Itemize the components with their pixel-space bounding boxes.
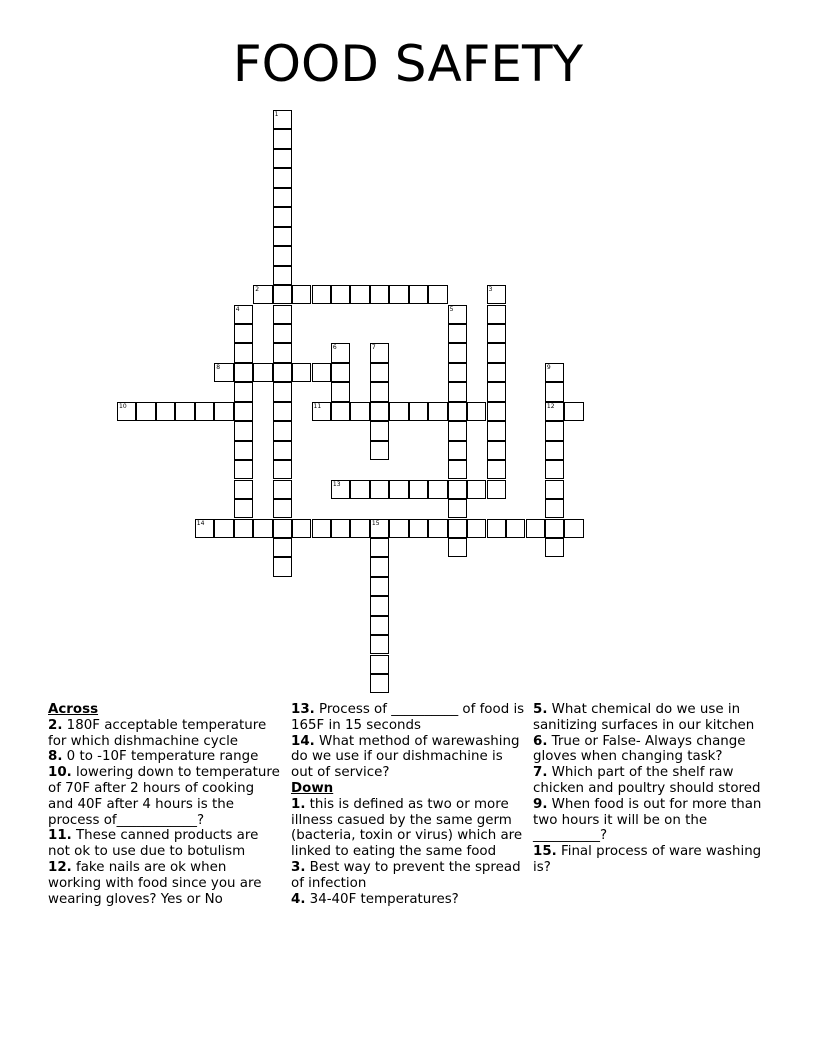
grid-cell[interactable] bbox=[545, 480, 564, 499]
clue-12-across: 12. fake nails are ok when working with food since you are wearing gloves? Yes or No bbox=[48, 859, 262, 907]
grid-cell[interactable] bbox=[370, 363, 389, 382]
grid-cell[interactable] bbox=[273, 285, 292, 304]
grid-cell[interactable] bbox=[234, 519, 253, 538]
grid-cell[interactable] bbox=[448, 402, 467, 421]
clue-15-down: 15. Final process of ware washing is? bbox=[533, 844, 762, 875]
grid-cell[interactable] bbox=[467, 480, 486, 499]
grid-cell[interactable] bbox=[370, 519, 389, 538]
grid-cell[interactable] bbox=[234, 402, 253, 421]
grid-cell[interactable] bbox=[448, 421, 467, 440]
grid-cell[interactable] bbox=[214, 363, 233, 382]
grid-cell[interactable] bbox=[312, 519, 331, 538]
grid-cell[interactable] bbox=[409, 519, 428, 538]
grid-cell[interactable] bbox=[370, 421, 389, 440]
cell-number: 15 bbox=[371, 519, 380, 527]
grid-cell[interactable] bbox=[545, 421, 564, 440]
grid-cell[interactable] bbox=[331, 343, 350, 362]
grid-cell[interactable] bbox=[234, 343, 253, 362]
cell-number: 12 bbox=[546, 402, 555, 410]
grid-cell[interactable] bbox=[292, 285, 311, 304]
grid-cell[interactable] bbox=[428, 519, 447, 538]
grid-cell[interactable] bbox=[331, 519, 350, 538]
grid-cell[interactable] bbox=[234, 324, 253, 343]
grid-cell[interactable] bbox=[409, 285, 428, 304]
grid-cell[interactable] bbox=[389, 519, 408, 538]
grid-cell[interactable] bbox=[273, 363, 292, 382]
grid-cell[interactable] bbox=[448, 343, 467, 362]
grid-cell[interactable] bbox=[370, 538, 389, 557]
grid-cell[interactable] bbox=[487, 285, 506, 304]
grid-cell[interactable] bbox=[273, 519, 292, 538]
grid-cell[interactable] bbox=[273, 227, 292, 246]
grid-cell[interactable] bbox=[234, 382, 253, 401]
grid-cell[interactable] bbox=[253, 363, 272, 382]
grid-cell[interactable] bbox=[487, 382, 506, 401]
grid-cell[interactable] bbox=[487, 305, 506, 324]
grid-cell[interactable] bbox=[273, 110, 292, 129]
grid-cell[interactable] bbox=[487, 480, 506, 499]
grid-cell[interactable] bbox=[195, 402, 214, 421]
grid-cell[interactable] bbox=[312, 402, 331, 421]
grid-cell[interactable] bbox=[292, 519, 311, 538]
grid-cell[interactable] bbox=[409, 480, 428, 499]
grid-cell[interactable] bbox=[292, 363, 311, 382]
grid-cell[interactable] bbox=[448, 538, 467, 557]
grid-cell[interactable] bbox=[273, 343, 292, 362]
clue-1-down: 1. this is defined as two or more illness casued by the same germ (bacteria, toxin or virus) which are linked to eating the same food bbox=[291, 796, 523, 860]
grid-cell[interactable] bbox=[487, 402, 506, 421]
grid-cell[interactable] bbox=[234, 421, 253, 440]
grid-cell[interactable] bbox=[370, 596, 389, 615]
down-heading: Down bbox=[291, 780, 334, 796]
cell-number: 4 bbox=[235, 305, 240, 313]
grid-cell[interactable] bbox=[487, 324, 506, 343]
grid-cell[interactable] bbox=[273, 168, 292, 187]
grid-cell[interactable] bbox=[350, 285, 369, 304]
grid-cell[interactable] bbox=[487, 519, 506, 538]
grid-cell[interactable] bbox=[214, 519, 233, 538]
grid-cell[interactable] bbox=[545, 402, 564, 421]
grid-cell[interactable] bbox=[331, 382, 350, 401]
grid-cell[interactable] bbox=[273, 324, 292, 343]
grid-cell[interactable] bbox=[331, 285, 350, 304]
grid-cell[interactable] bbox=[273, 149, 292, 168]
clue-5-down: 5. What chemical do we use in sanitizing surfaces in our kitchen bbox=[533, 702, 755, 733]
grid-cell[interactable] bbox=[273, 538, 292, 557]
grid-cell[interactable] bbox=[487, 343, 506, 362]
clue-4-down: 4. 34-40F temperatures? bbox=[291, 891, 459, 907]
grid-cell[interactable] bbox=[428, 480, 447, 499]
grid-cell[interactable] bbox=[370, 616, 389, 635]
clue-6-down: 6. True or False- Always change gloves when changing task? bbox=[533, 733, 746, 765]
grid-cell[interactable] bbox=[214, 402, 233, 421]
grid-cell[interactable] bbox=[234, 305, 253, 324]
clue-14-across: 14. What method of warewashing do we use if our dishmachine is out of service? bbox=[291, 733, 520, 781]
puzzle-title: FOOD SAFETY bbox=[232, 35, 584, 93]
grid-cell[interactable] bbox=[545, 460, 564, 479]
clues-column-2 bbox=[291, 702, 526, 907]
cell-number: 8 bbox=[216, 363, 221, 371]
grid-cell[interactable] bbox=[487, 363, 506, 382]
grid-cell[interactable] bbox=[564, 402, 583, 421]
clue-7-down: 7. Which part of the shelf raw chicken and poultry should stored bbox=[533, 765, 761, 796]
grid-cell[interactable] bbox=[312, 285, 331, 304]
cell-number: 6 bbox=[332, 344, 337, 352]
cell-number: 13 bbox=[332, 480, 341, 488]
grid-cell[interactable] bbox=[331, 402, 350, 421]
grid-cell[interactable] bbox=[156, 402, 175, 421]
cell-number: 7 bbox=[371, 344, 376, 352]
grid-cell[interactable] bbox=[234, 363, 253, 382]
grid-cell[interactable] bbox=[526, 519, 545, 538]
clues-column-3 bbox=[533, 702, 768, 876]
clue-8-across: 8. 0 to -10F temperature range bbox=[48, 749, 259, 765]
grid-cell[interactable] bbox=[545, 382, 564, 401]
grid-cell[interactable] bbox=[273, 557, 292, 576]
grid-cell[interactable] bbox=[448, 305, 467, 324]
grid-cell[interactable] bbox=[273, 460, 292, 479]
cell-number: 3 bbox=[488, 286, 493, 293]
grid-cell[interactable] bbox=[428, 285, 447, 304]
grid-cell[interactable] bbox=[448, 519, 467, 538]
grid-cell[interactable] bbox=[564, 519, 583, 538]
cell-number: 9 bbox=[546, 363, 551, 371]
grid-cell[interactable] bbox=[370, 441, 389, 460]
grid-cell[interactable] bbox=[448, 324, 467, 343]
grid-cell[interactable] bbox=[487, 460, 506, 479]
across-heading: Across bbox=[48, 702, 99, 717]
grid-cell[interactable] bbox=[273, 188, 292, 207]
grid-cell[interactable] bbox=[448, 499, 467, 518]
cell-number: 14 bbox=[196, 519, 205, 527]
clue-9-down: 9. When food is out for more than two hours it will be on the __________? bbox=[533, 796, 762, 844]
grid-cell[interactable] bbox=[234, 499, 253, 518]
grid-cell[interactable] bbox=[253, 285, 272, 304]
grid-cell[interactable] bbox=[409, 402, 428, 421]
grid-cell[interactable] bbox=[234, 460, 253, 479]
grid-cell[interactable] bbox=[136, 402, 155, 421]
grid-cell[interactable] bbox=[467, 402, 486, 421]
clue-10-across: 10. lowering down to temperature of 70F after 2 hours of cooking and 40F after 4 hours is the process of____________? bbox=[48, 765, 280, 828]
clues-column-1 bbox=[48, 702, 283, 957]
grid-cell[interactable] bbox=[370, 577, 389, 596]
grid-cell[interactable] bbox=[545, 363, 564, 382]
grid-cell[interactable] bbox=[331, 480, 350, 499]
grid-cell[interactable] bbox=[545, 519, 564, 538]
grid-cell[interactable] bbox=[350, 480, 369, 499]
grid-cell[interactable] bbox=[273, 382, 292, 401]
grid-cell[interactable] bbox=[195, 519, 214, 538]
grid-cell[interactable] bbox=[273, 266, 292, 285]
cell-number: 10 bbox=[119, 402, 127, 410]
grid-cell[interactable] bbox=[273, 402, 292, 421]
cell-number: 1 bbox=[274, 111, 279, 118]
grid-cell[interactable] bbox=[545, 441, 564, 460]
grid-cell[interactable] bbox=[175, 402, 194, 421]
grid-cell[interactable] bbox=[370, 343, 389, 362]
cell-number: 2 bbox=[255, 286, 260, 293]
grid-cell[interactable] bbox=[350, 402, 369, 421]
grid-cell[interactable] bbox=[487, 421, 506, 440]
grid-cell[interactable] bbox=[273, 246, 292, 265]
grid-cell[interactable] bbox=[448, 363, 467, 382]
grid-cell[interactable] bbox=[448, 441, 467, 460]
grid-cell[interactable] bbox=[234, 480, 253, 499]
grid-cell[interactable] bbox=[331, 363, 350, 382]
grid-cell[interactable] bbox=[370, 480, 389, 499]
clue-2-across: 2. 180F acceptable temperature for which dishmachine cycle bbox=[48, 717, 267, 749]
grid-cell[interactable] bbox=[273, 421, 292, 440]
grid-cell[interactable] bbox=[370, 635, 389, 654]
grid-cell[interactable] bbox=[370, 674, 389, 693]
grid-cell[interactable] bbox=[273, 499, 292, 518]
grid-cell[interactable] bbox=[487, 441, 506, 460]
grid-cell[interactable] bbox=[428, 402, 447, 421]
grid-cell[interactable] bbox=[448, 480, 467, 499]
grid-cell[interactable] bbox=[273, 129, 292, 148]
clue-11-across: 11. These canned products are not ok to use due to botulism bbox=[48, 828, 259, 860]
grid-cell[interactable] bbox=[448, 382, 467, 401]
grid-cell[interactable] bbox=[273, 441, 292, 460]
grid-cell[interactable] bbox=[370, 382, 389, 401]
grid-cell[interactable] bbox=[273, 305, 292, 324]
grid-cell[interactable] bbox=[273, 207, 292, 226]
grid-cell[interactable] bbox=[389, 480, 408, 499]
grid-cell[interactable] bbox=[448, 460, 467, 479]
grid-cell[interactable] bbox=[467, 519, 486, 538]
grid-cell[interactable] bbox=[370, 285, 389, 304]
grid-cell[interactable] bbox=[545, 499, 564, 518]
grid-cell[interactable] bbox=[350, 519, 369, 538]
grid-cell[interactable] bbox=[312, 363, 331, 382]
grid-cell[interactable] bbox=[545, 538, 564, 557]
grid-cell[interactable] bbox=[370, 655, 389, 674]
grid-cell[interactable] bbox=[389, 285, 408, 304]
cell-number: 5 bbox=[449, 305, 454, 313]
clue-3-down: 3. Best way to prevent the spread of infection bbox=[291, 859, 521, 891]
clue-13-across: 13. Process of __________ of food is 165F in 15 seconds bbox=[291, 702, 525, 733]
grid-cell[interactable] bbox=[253, 519, 272, 538]
grid-cell[interactable] bbox=[234, 441, 253, 460]
grid-cell[interactable] bbox=[389, 402, 408, 421]
grid-cell[interactable] bbox=[273, 480, 292, 499]
grid-cell[interactable] bbox=[506, 519, 525, 538]
grid-cell[interactable] bbox=[370, 557, 389, 576]
grid-cell[interactable] bbox=[370, 402, 389, 421]
cell-number: 11 bbox=[313, 402, 322, 410]
grid-cell[interactable] bbox=[117, 402, 136, 421]
